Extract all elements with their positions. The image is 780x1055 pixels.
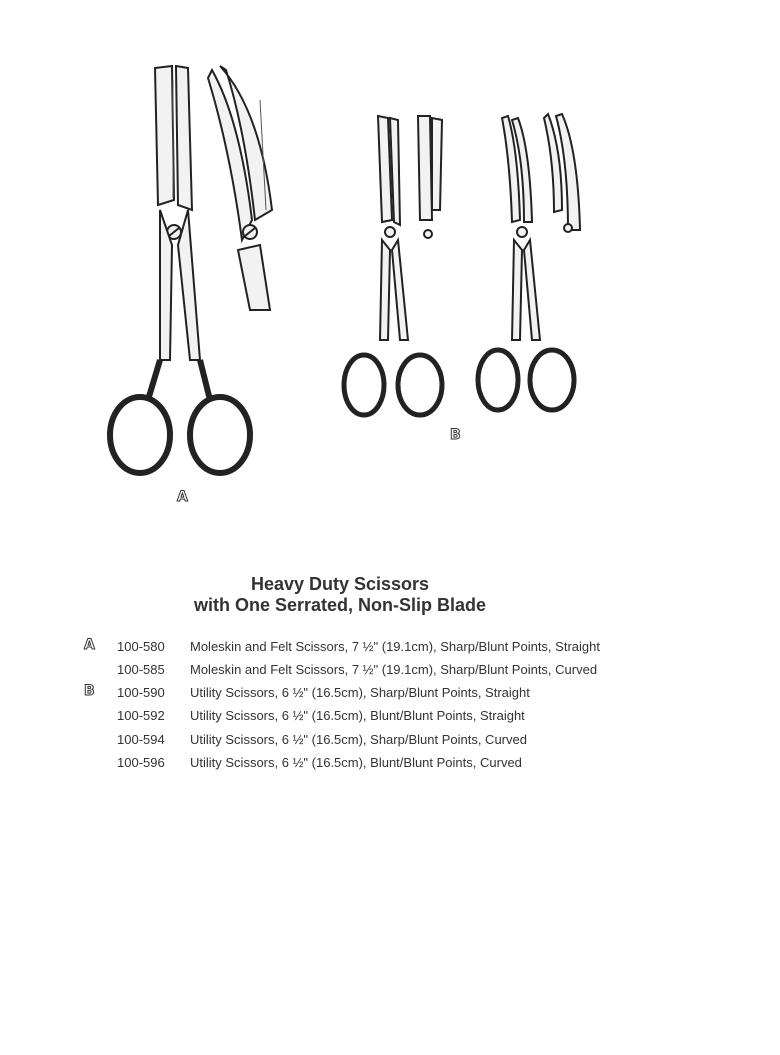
title-line-2: with One Serrated, Non-Slip Blade xyxy=(193,595,487,615)
scissors-b-illustration xyxy=(340,110,590,420)
item-code: 100-580 xyxy=(117,639,165,654)
group-marker: A xyxy=(84,637,95,653)
figure-b-label: B xyxy=(450,427,461,443)
scissors-a-illustration xyxy=(100,60,300,485)
product-title xyxy=(130,574,550,616)
item-description: Utility Scissors, 6 ½" (16.5cm), Blunt/Blunt Points, Curved xyxy=(190,755,522,770)
title-line-1: Heavy Duty Scissors xyxy=(250,574,430,594)
item-description: Moleskin and Felt Scissors, 7 ½" (19.1cm), Sharp/Blunt Points, Straight xyxy=(190,639,600,654)
item-code: 100-585 xyxy=(117,662,165,677)
item-code: 100-596 xyxy=(117,755,165,770)
group-marker: B xyxy=(84,683,95,699)
item-description: Utility Scissors, 6 ½" (16.5cm), Sharp/Blunt Points, Curved xyxy=(190,732,527,747)
item-description: Utility Scissors, 6 ½" (16.5cm), Sharp/Blunt Points, Straight xyxy=(190,685,530,700)
figure-a-label: A xyxy=(177,489,188,505)
item-code: 100-592 xyxy=(117,708,165,723)
item-code: 100-590 xyxy=(117,685,165,700)
item-description: Utility Scissors, 6 ½" (16.5cm), Blunt/Blunt Points, Straight xyxy=(190,708,525,723)
item-code: 100-594 xyxy=(117,732,165,747)
item-description: Moleskin and Felt Scissors, 7 ½" (19.1cm), Sharp/Blunt Points, Curved xyxy=(190,662,598,677)
